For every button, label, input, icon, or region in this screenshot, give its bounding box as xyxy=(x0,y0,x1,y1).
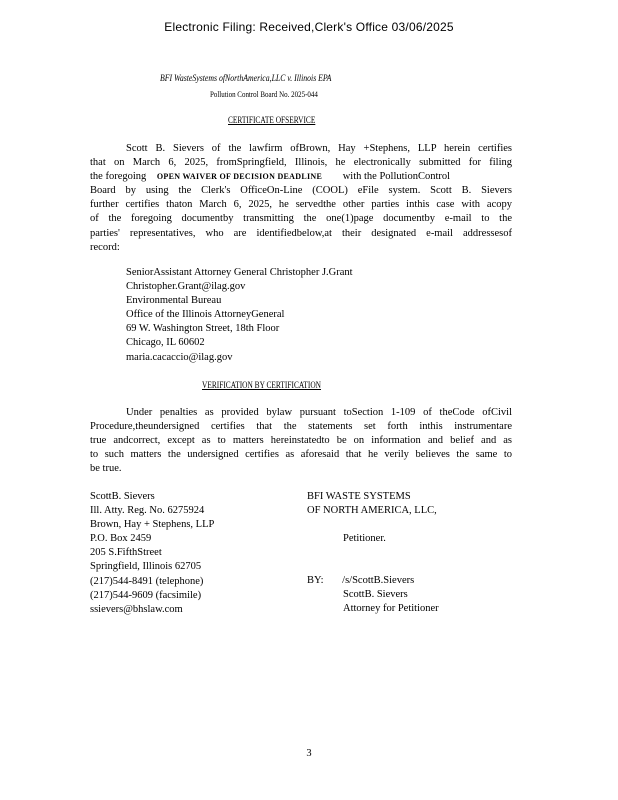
by-label: BY: xyxy=(307,575,324,587)
verification-heading: VERIFICATION BY CERTIFICATION xyxy=(202,380,322,390)
contact-line: Springfield, Illinois 62705 xyxy=(90,561,202,573)
party-role: Petitioner. xyxy=(343,533,386,545)
certificate-line: record: xyxy=(90,241,120,253)
certificate-paragraph xyxy=(90,142,512,255)
certificate-line: further certifies thaton March 6, 2025, he servedthe other parties inthis case with acopy xyxy=(90,199,512,211)
attorney-contact-block xyxy=(90,490,214,617)
party-name-line: BFI WASTE SYSTEMS xyxy=(307,491,411,502)
certificate-line-start: the foregoing xyxy=(90,171,147,183)
verification-line: be true. xyxy=(90,463,122,475)
contact-line: ssievers@bhslaw.com xyxy=(90,603,183,615)
contact-line: Brown, Hay + Stephens, LLP xyxy=(90,519,215,531)
verification-line: true andcorrect, except as to matters hereinstatedto be on information and belief and as xyxy=(90,435,512,447)
contact-line: (217)544-9609 (facsimile) xyxy=(90,589,202,601)
recipient-line: 69 W. Washington Street, 18th Floor xyxy=(126,323,280,335)
page-number: 3 xyxy=(306,748,312,759)
recipient-line: Environmental Bureau xyxy=(126,295,222,307)
verification-line: Procedure,theundersigned certifies that the statements set forth inthis instrumentare xyxy=(90,421,512,433)
certificate-line-end: with the PollutionControl xyxy=(342,171,451,183)
case-caption: BFI WasteSystems ofNorthAmerica,LLC v. Illinois EPA xyxy=(160,74,332,84)
certificate-line: Scott B. Sievers of the lawfirm ofBrown, Hay +Stephens, LLP herein certifies xyxy=(126,143,512,154)
recipient-line: Office of the Illinois AttorneyGeneral xyxy=(126,309,285,321)
verification-line: to such matters the undersigned certifies as aforesaid that he verily believes the same to xyxy=(90,449,512,461)
certificate-line: parties' representatives, who are identifiedbelow,at their designated e-mail addressesof xyxy=(90,227,512,239)
contact-line: P.O. Box 2459 xyxy=(90,533,152,545)
contact-line: Ill. Atty. Reg. No. 6275924 xyxy=(90,505,205,517)
certificate-line xyxy=(90,170,512,184)
signature-line xyxy=(307,574,439,588)
verification-line: Under penalties as provided bylaw pursuant toSection 1-109 of theCode ofCivil xyxy=(126,407,512,418)
recipient-line: maria.cacaccio@ilag.gov xyxy=(126,351,233,363)
recipient-line: Chicago, IL 60602 xyxy=(126,337,205,349)
contact-line: (217)544-8491 (telephone) xyxy=(90,575,204,587)
signer-title: Attorney for Petitioner xyxy=(343,603,439,615)
party-name-line: OF NORTH AMERICA, LLC, xyxy=(307,505,437,517)
filing-stamp: Electronic Filing: Received,Clerk's Office 03/06/2025 xyxy=(164,20,454,34)
document-title: OPEN WAIVER OF DECISION DEADLINE xyxy=(156,172,323,182)
service-recipient xyxy=(126,266,353,365)
certificate-heading: CERTIFICATE OFSERVICE xyxy=(228,115,316,125)
certificate-line: that on March 6, 2025, fromSpringfield, Illinois, he electronically submitted for filing xyxy=(90,157,512,169)
case-number: Pollution Control Board No. 2025-044 xyxy=(210,89,318,99)
e-signature: /s/ScottB.Sievers xyxy=(342,575,415,587)
certificate-line: of the foregoing documentby transmitting the one(1)page documentby e-mail to the xyxy=(90,213,512,225)
signer-name: ScottB. Sievers xyxy=(343,589,408,601)
recipient-line: SeniorAssistant Attorney General Christopher J.Grant xyxy=(126,267,353,278)
certificate-line: Board by using the Clerk's OfficeOn-Line (COOL) eFile system. Scott B. Sievers xyxy=(90,185,512,197)
contact-line: ScottB. Sievers xyxy=(90,491,155,502)
recipient-line: Christopher.Grant@ilag.gov xyxy=(126,281,246,293)
contact-line: 205 S.FifthStreet xyxy=(90,547,162,559)
petitioner-signature-block xyxy=(307,490,439,617)
verification-paragraph xyxy=(90,406,512,476)
